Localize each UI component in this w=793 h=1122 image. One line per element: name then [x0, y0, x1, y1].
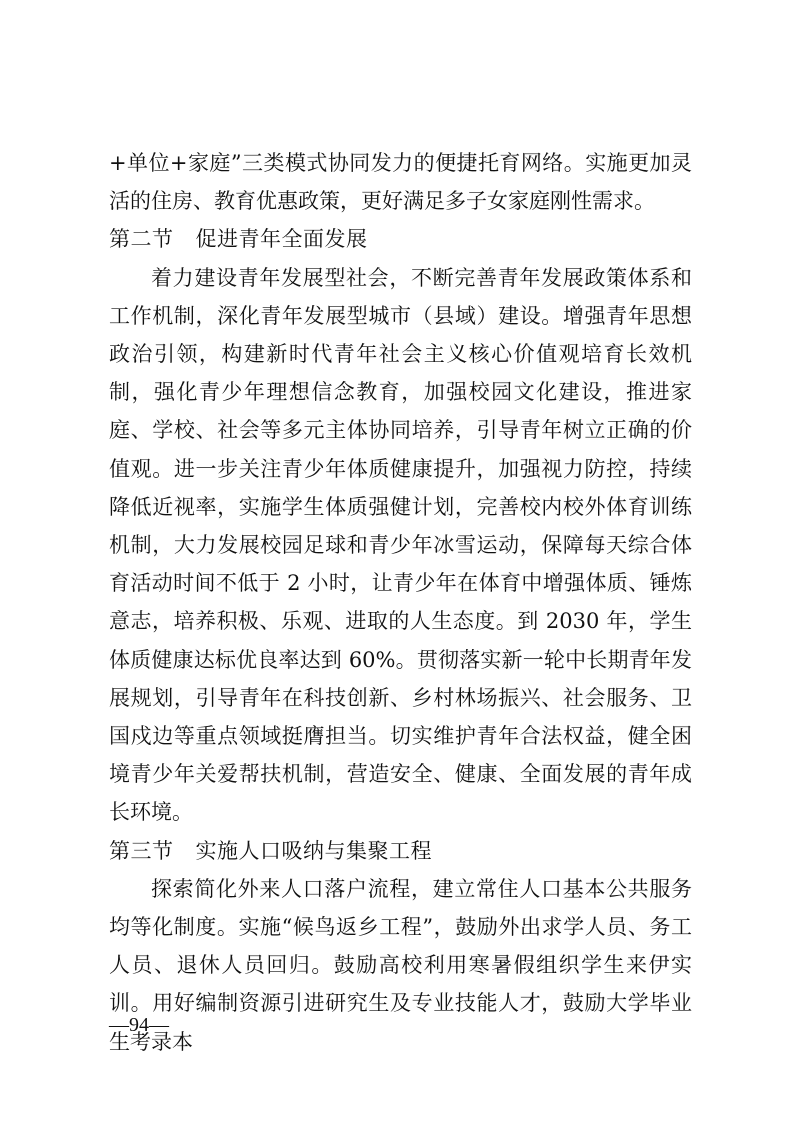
section-number: 第二节: [109, 227, 174, 252]
section-title: 实施人口吸纳与集聚工程: [195, 838, 432, 863]
section-paragraph: 着力建设青年发展型社会，不断完善青年发展政策体系和工作机制，深化青年发展型城市（县域）建设。增强青年思想政治引领，构建新时代青年社会主义核心价值观培育长效机制，强化青少年理想信念教育，加强校园文化建设，推进家庭、学校、社会等多元主体协同培养，引导青年树立正确的价值观。进一步关注青少年体质健康提升，加强视力防控，持续降低近视率，实施学生体质强健计划，完善校内校外体育训练机制，大力发展校园足球和青少年冰雪运动，保障每天综合体育活动时间不低于 2 小时，让青少年在体育中增强体质、锤炼意志，培养积极、乐观、进取的人生态度。到 2030 年，学生体质健康达标优良率达到 60%。贯彻落实新一轮中长期青年发展规划，引导青年在科技创新、乡村林场振兴、社会服务、卫国戍边等重点领域挺膺担当。切实维护青年合法权益，健全困境青少年关爱帮扶机制，营造安全、健康、全面发展的青年成长环境。: [109, 265, 692, 825]
section-heading-3: [109, 832, 692, 870]
body-text: [109, 144, 692, 1061]
continuation-paragraph: +单位+家庭”三类模式协同发力的便捷托育网络。实施更加灵活的住房、教育优惠政策，更好满足多子女家庭刚性需求。: [109, 151, 692, 214]
section-title: 促进青年全面发展: [195, 227, 368, 252]
page-number: —94—: [109, 1014, 169, 1036]
section-number: 第三节: [109, 838, 174, 863]
section-paragraph: 探索简化外来人口落户流程，建立常住人口基本公共服务均等化制度。实施“候鸟返乡工程”，鼓励外出求学人员、务工人员、退休人员回归。鼓励高校利用寒暑假组织学生来伊实训。用好编制资源引进研究生及专业技能人才，鼓励大学毕业生考录本: [109, 876, 692, 1054]
section-heading-2: [109, 220, 692, 258]
